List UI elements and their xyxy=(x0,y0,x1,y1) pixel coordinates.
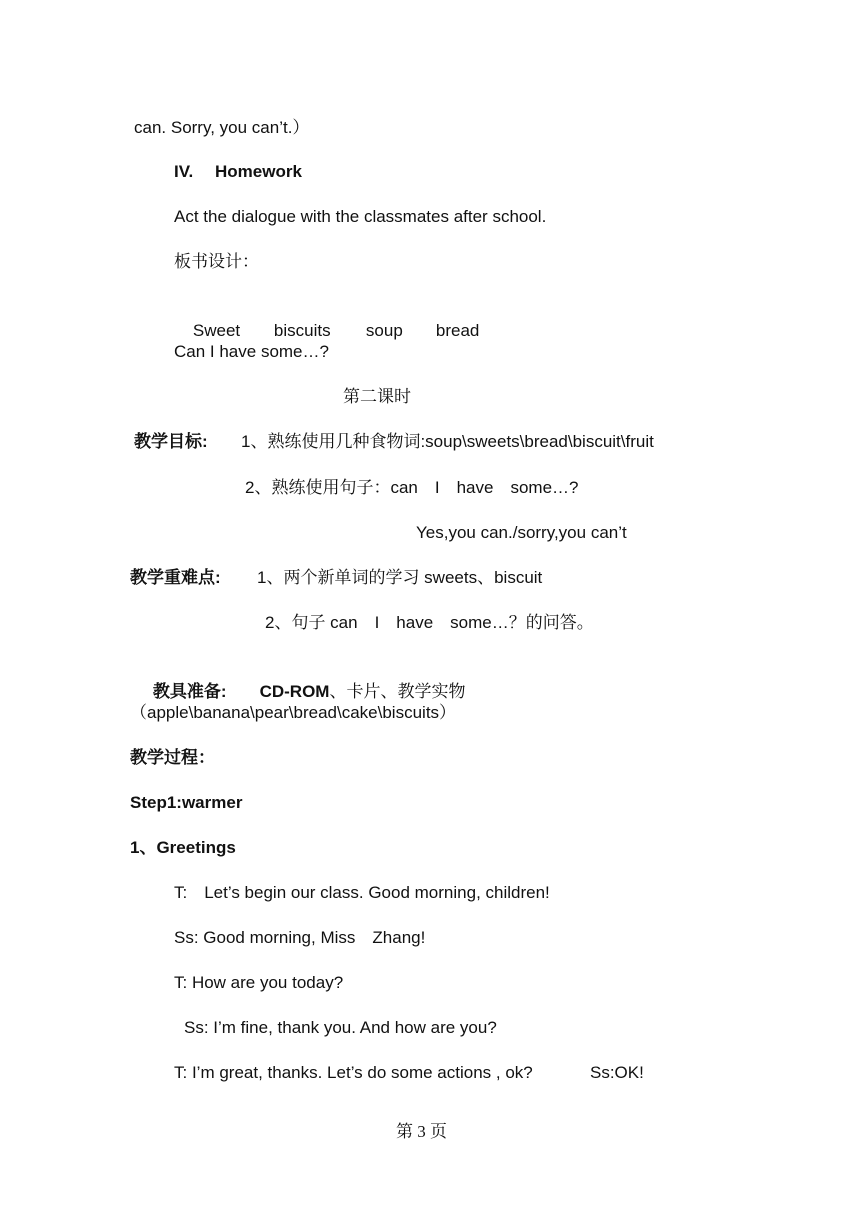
objective-item: Yes,you can./sorry,you can’t xyxy=(416,523,627,542)
dialogue-line: T: Let’s begin our class. Good morning, children! xyxy=(174,883,550,902)
lesson-heading: 第二课时 xyxy=(343,387,411,406)
board-word: biscuits xyxy=(273,321,331,340)
text-line: Can I have some…? xyxy=(174,342,329,361)
objectives-label: 教学目标: xyxy=(134,432,208,451)
key-point-item: 2、句子 can I have some…？的问答。 xyxy=(265,613,594,632)
text-line: Act the dialogue with the classmates after school. xyxy=(174,207,547,226)
text-line: （apple\banana\pear\bread\cake\biscuits） xyxy=(130,703,457,722)
board-word: soup xyxy=(365,321,403,340)
section-number: IV. xyxy=(174,162,194,181)
step-heading: Step1:warmer xyxy=(130,793,243,812)
objective-item: 1、熟练使用几种食物词:soup\sweets\bread\biscuit\fruit xyxy=(241,432,654,451)
dialogue-line: Ss:OK! xyxy=(590,1063,644,1082)
text-line: 板书设计： xyxy=(174,252,259,271)
text-line: can. Sorry, you can’t.） xyxy=(134,118,310,137)
page-footer: 第 3 页 xyxy=(396,1122,447,1141)
dialogue-line: T: I’m great, thanks. Let’s do some actions , ok? xyxy=(174,1063,533,1082)
objective-item: 2、熟练使用句子：can I have some…? xyxy=(245,478,579,497)
dialogue-line: Ss: Good morning, Miss Zhang! xyxy=(174,928,426,947)
teaching-aids-label: 教具准备: xyxy=(152,682,227,701)
teaching-aids-rest: 、卡片、教学实物 xyxy=(329,682,466,701)
dialogue-line: Ss: I’m fine, thank you. And how are you? xyxy=(184,1018,497,1037)
sub-heading: 1、Greetings xyxy=(130,838,236,857)
teaching-aids-cdrom: CD-ROM xyxy=(259,682,330,701)
key-points-label: 教学重难点: xyxy=(130,568,221,587)
board-word: bread xyxy=(435,321,480,340)
key-point-item: 1、两个新单词的学习 sweets、biscuit xyxy=(257,568,543,587)
dialogue-line: T: How are you today? xyxy=(174,973,344,992)
section-heading: Homework xyxy=(215,162,302,181)
board-word: Sweet xyxy=(192,321,241,340)
process-heading: 教学过程： xyxy=(130,748,215,767)
